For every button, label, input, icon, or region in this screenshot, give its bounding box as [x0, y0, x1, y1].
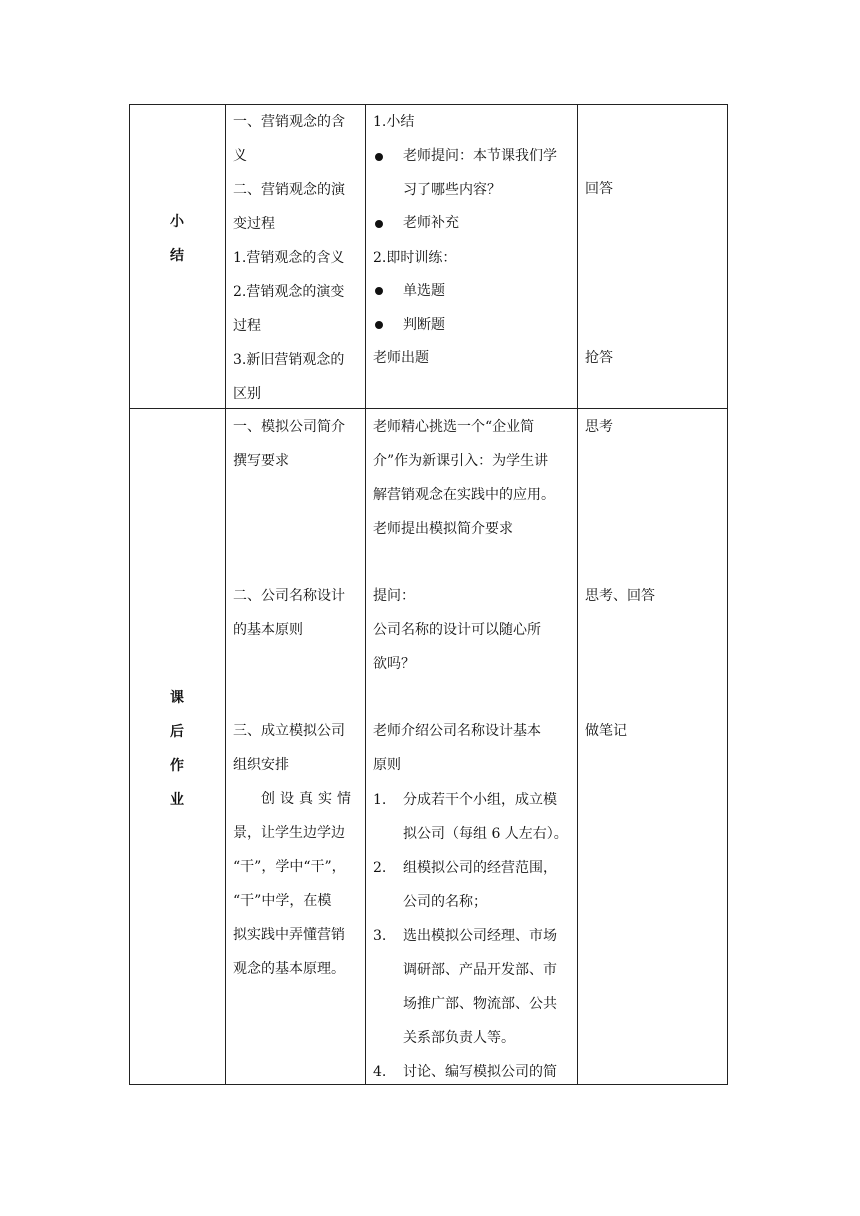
teacher-line: 老师补充 [403, 215, 459, 231]
heading-char: 小 [170, 214, 184, 230]
teacher-line: 单选题 [403, 283, 445, 299]
heading-char: 后 [170, 724, 184, 740]
bullet-icon [375, 153, 383, 161]
content-line: 变过程 [233, 216, 275, 232]
heading-char: 业 [170, 792, 184, 808]
content-line: 景，让学生边学边 [233, 825, 345, 841]
student-line: 回答 [585, 181, 613, 197]
teacher-line: 老师提问：本节课我们学 [403, 148, 557, 164]
teacher-line: 解营销观念在实践中的应用。 [373, 487, 555, 503]
list-item: 关系部负责人等。 [403, 1030, 515, 1046]
list-number: 2. [373, 860, 387, 876]
student-line: 思考、回答 [585, 588, 655, 604]
list-item: 分成若干个小组，成立模 [403, 792, 557, 808]
content-line: 的基本原则 [233, 622, 303, 638]
content-line: 组织安排 [233, 757, 289, 773]
list-item: 讨论、编写模拟公司的简 [403, 1064, 557, 1080]
content-line: “干”，学中“干”， [233, 859, 346, 875]
teacher-line: 介”作为新课引入：为学生讲 [373, 453, 549, 469]
teacher-line: 1.小结 [373, 114, 415, 130]
list-item: 场推广部、物流部、公共 [403, 996, 557, 1012]
content-line: 3.新旧营销观念的 [233, 352, 345, 368]
student-line: 做笔记 [585, 723, 627, 739]
content-line: “干”中学，在模 [233, 893, 332, 909]
content-line: 一、模拟公司简介 [233, 419, 345, 435]
content-line: 拟实践中弄懂营销 [233, 927, 345, 943]
heading-char: 作 [170, 758, 184, 774]
teacher-line: 原则 [373, 757, 401, 773]
content-line: 观念的基本原理。 [233, 961, 345, 977]
content-line: 2.营销观念的演变 [233, 284, 345, 300]
content-line: 一、营销观念的含 [233, 114, 345, 130]
list-item: 组模拟公司的经营范围， [403, 860, 557, 876]
list-item: 调研部、产品开发部、市 [403, 962, 557, 978]
bullet-icon [375, 220, 383, 228]
student-line: 思考 [585, 419, 613, 435]
teacher-line: 公司名称的设计可以随心所 [373, 622, 541, 638]
list-item: 选出模拟公司经理、市场 [403, 928, 557, 944]
heading-char: 结 [170, 248, 184, 264]
content-line: 三、成立模拟公司 [233, 723, 345, 739]
teacher-line: 提问： [373, 588, 415, 604]
teacher-line: 判断题 [403, 317, 445, 333]
content-line: 过程 [233, 318, 261, 334]
list-number: 1. [373, 792, 387, 808]
student-line: 抢答 [585, 350, 613, 366]
content-line: 撰写要求 [233, 453, 289, 469]
list-number: 4. [373, 1064, 387, 1080]
list-number: 3. [373, 928, 387, 944]
content-line: 区别 [233, 386, 261, 402]
bullet-icon [375, 321, 383, 329]
content-line: 二、公司名称设计 [233, 588, 345, 604]
list-item: 拟公司（每组 6 人左右）。 [403, 826, 568, 842]
content-line: 1.营销观念的含义 [233, 250, 345, 266]
list-item: 公司的名称； [403, 894, 487, 910]
teacher-line: 2.即时训练： [373, 250, 457, 266]
bullet-icon [375, 287, 383, 295]
teacher-line: 老师出题 [373, 350, 429, 366]
teacher-line: 老师提出模拟简介要求 [373, 521, 513, 537]
teacher-line: 习了哪些内容？ [403, 182, 501, 198]
teacher-line: 老师精心挑选一个“企业简 [373, 419, 535, 435]
content-line: 创设真实情 [261, 791, 356, 807]
heading-char: 课 [170, 690, 184, 706]
teacher-line: 老师介绍公司名称设计基本 [373, 723, 541, 739]
content-line: 义 [233, 148, 247, 164]
teacher-line: 欲吗？ [373, 656, 415, 672]
content-line: 二、营销观念的演 [233, 182, 345, 198]
